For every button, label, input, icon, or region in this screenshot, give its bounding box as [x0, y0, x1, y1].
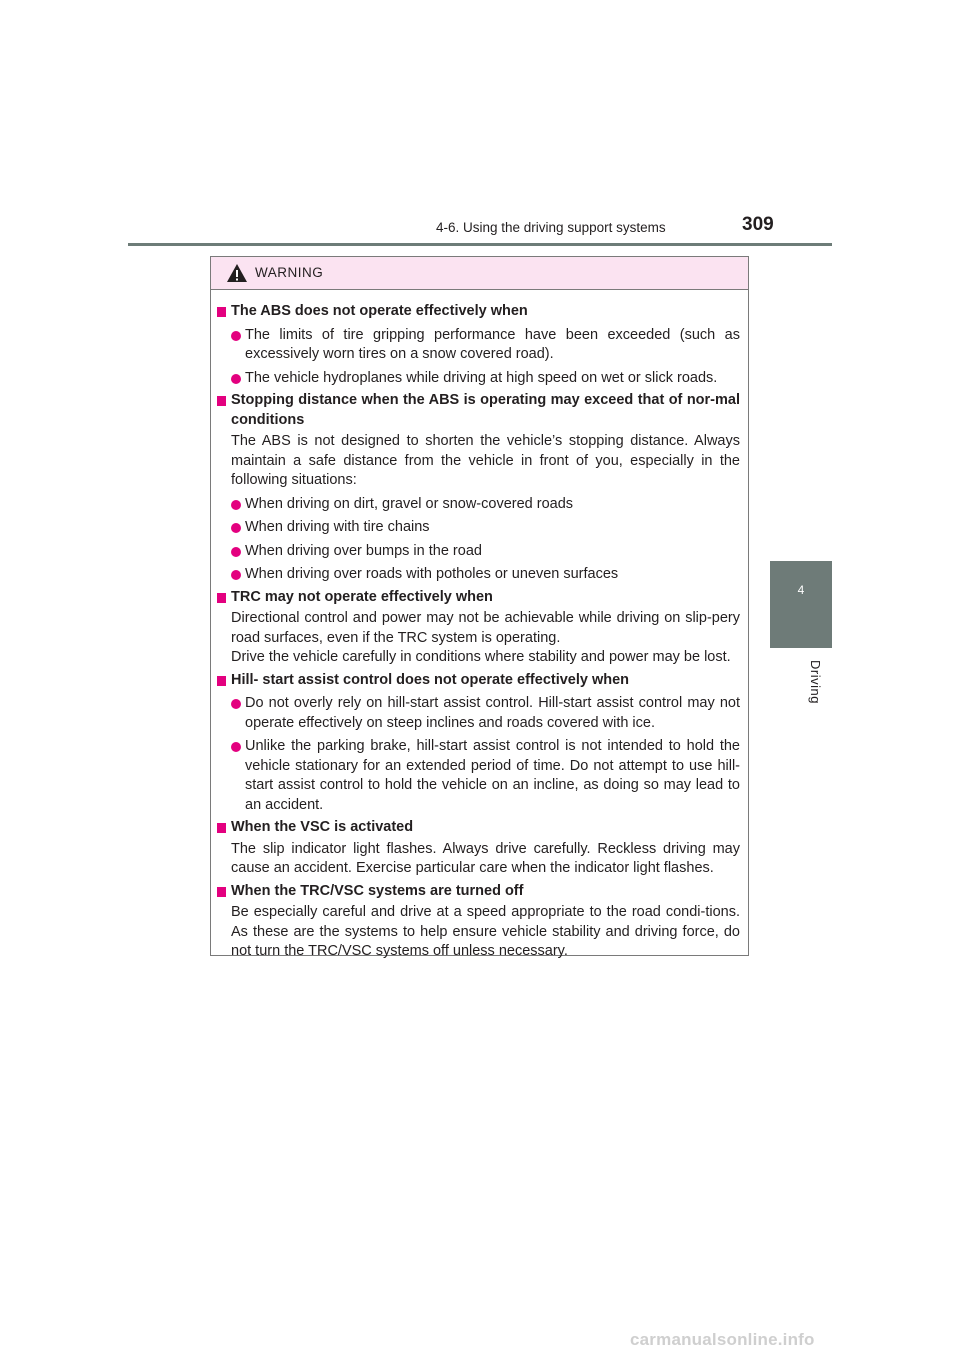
section-heading: When the VSC is activated — [217, 818, 740, 838]
circle-bullet-icon — [231, 374, 241, 384]
warning-title: WARNING — [255, 265, 324, 280]
list-item: Do not overly rely on hill-start assist control. Hill-start assist control may not operate effectively on steep inclines and roads covered with ice. — [231, 694, 740, 733]
circle-bullet-icon — [231, 699, 241, 709]
chapter-tab — [770, 561, 832, 648]
square-bullet-icon — [217, 823, 226, 833]
section-paragraph: Drive the vehicle carefully in conditions where stability and power may be lost. — [231, 649, 731, 665]
warning-content — [211, 290, 748, 962]
header-rule — [128, 243, 832, 246]
warning-header — [211, 257, 748, 290]
warning-box — [210, 256, 749, 959]
warning-section — [217, 671, 740, 816]
page-header — [0, 0, 960, 250]
circle-bullet-icon — [231, 523, 241, 533]
warning-section — [217, 882, 740, 962]
circle-bullet-icon — [231, 570, 241, 580]
list-item: Unlike the parking brake, hill-start assist control is not intended to hold the vehicle stationary for an extended period of time. Do not attempt to use hill-start assist control to hold the vehicle on an incline, as doing so may lead to an accident. — [231, 737, 740, 815]
list-item: When driving over bumps in the road — [231, 542, 740, 562]
section-paragraph: The ABS is not designed to shorten the vehicle’s stopping distance. Always maintain a safe distance from the vehicle in front of you, especially in the following situations: — [231, 433, 740, 488]
section-heading: TRC may not operate effectively when — [217, 588, 740, 608]
list-item: When driving on dirt, gravel or snow-covered roads — [231, 495, 740, 515]
square-bullet-icon — [217, 676, 226, 686]
square-bullet-icon — [217, 887, 226, 897]
circle-bullet-icon — [231, 500, 241, 510]
warning-section — [217, 391, 740, 585]
section-heading: The ABS does not operate effectively when — [217, 302, 740, 322]
list-item: The limits of tire gripping performance have been exceeded (such as excessively worn tires on a snow covered road). — [231, 326, 740, 365]
circle-bullet-icon — [231, 547, 241, 557]
list-item: When driving with tire chains — [231, 518, 740, 538]
list-item: The vehicle hydroplanes while driving at high speed on wet or slick roads. — [231, 369, 740, 389]
warning-section — [217, 818, 740, 879]
page-number: 309 — [742, 214, 774, 235]
warning-triangle-icon — [226, 263, 248, 283]
square-bullet-icon — [217, 396, 226, 406]
section-title: 4-6. Using the driving support systems — [436, 220, 666, 235]
section-paragraph: Be especially careful and drive at a speed appropriate to the road condi-tions. As these are the systems to help ensure vehicle stability and driving force, do not turn the TRC/VSC systems off unless necessary. — [231, 904, 740, 959]
chapter-label: Driving — [808, 660, 823, 704]
watermark: carmanualsonline.info — [630, 1330, 815, 1349]
section-heading: Stopping distance when the ABS is operating may exceed that of nor-mal conditions — [217, 391, 740, 430]
list-item: When driving over roads with potholes or uneven surfaces — [231, 565, 740, 585]
section-heading: Hill- start assist control does not operate effectively when — [217, 671, 740, 691]
section-paragraph: The slip indicator light flashes. Always drive carefully. Reckless driving may cause an accident. Exercise particular care when the indicator light flashes. — [231, 840, 740, 876]
section-heading: When the TRC/VSC systems are turned off — [217, 882, 740, 902]
square-bullet-icon — [217, 593, 226, 603]
section-paragraph: Directional control and power may not be achievable while driving on slip-pery road surfaces, even if the TRC system is operating. — [231, 610, 740, 646]
chapter-number: 4 — [797, 583, 805, 597]
circle-bullet-icon — [231, 331, 241, 341]
circle-bullet-icon — [231, 742, 241, 752]
warning-section — [217, 302, 740, 388]
square-bullet-icon — [217, 307, 226, 317]
warning-section — [217, 588, 740, 668]
